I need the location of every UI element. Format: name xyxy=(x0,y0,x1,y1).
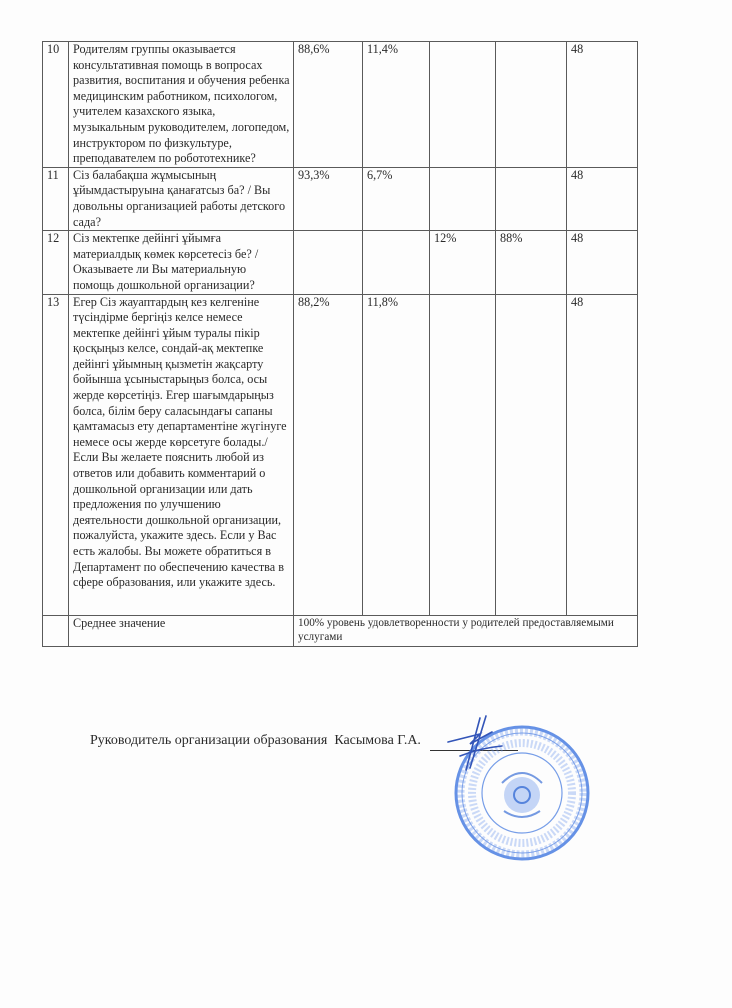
row-number: 12 xyxy=(43,231,69,294)
average-row xyxy=(43,615,638,646)
average-value: 100% уровень удовлетворенности у родителей предоставляемыми услугами xyxy=(294,615,638,646)
cell-col3: 88,6% xyxy=(294,42,363,168)
row-number: 13 xyxy=(43,294,69,615)
row-number: 11 xyxy=(43,167,69,230)
row-number xyxy=(43,615,69,646)
cell-col5 xyxy=(430,294,496,615)
cell-col3 xyxy=(294,231,363,294)
cell-col4: 11,8% xyxy=(363,294,430,615)
question-text: Егер Сіз жауаптардың кез келгеніне түсіндірме бергіңіз келсе немесе мектепке дейінгі ұйым туралы пікір қосқыңыз келсе, сондай-ақ мектепке дейінгі ұйымның қызметін жақсарту бойынша ұсыныстарыңыз болса, осы жерде көрсетіңіз. Егер шағымдарыңыз болса, білім беру саласындағы сапаны қамтамасыз ету департаментіне жүгінуге немесе осы жерде көрсетуге болады./ Если Вы желаете пояснить любой из ответов или добавить комментарий о дошкольной организации или дать предложения по улучшению деятельности дошкольной организации, пожалуйста, укажите здесь. Если у Вас есть жалобы. Вы можете обратиться в Департамент по обеспечению качества в сфере образования, или укажите здесь. xyxy=(69,294,294,615)
cell-col3: 93,3% xyxy=(294,167,363,230)
question-text: Сіз балабақша жұмысының ұйымдастыруына қанағатсыз ба? / Вы довольны организацией работы детского сада? xyxy=(69,167,294,230)
table-row xyxy=(43,231,638,294)
question-text: Родителям группы оказывается консультативная помощь в вопросах развития, воспитания и обучения ребенка медицинским работником, психологом, учителем казахского языка, музыкальным руководителем, логопедом, инструктором по физкультуре, преподавателем по робототехнике? xyxy=(69,42,294,168)
respondent-count: 48 xyxy=(567,42,638,168)
cell-col6 xyxy=(496,167,567,230)
cell-col6 xyxy=(496,294,567,615)
cell-col4: 6,7% xyxy=(363,167,430,230)
question-text: Сіз мектепке дейінгі ұйымға материалдық көмек көрсетесіз бе? / Оказываете ли Вы материальную помощь дошкольной организации? xyxy=(69,231,294,294)
signature-scrawl-icon xyxy=(440,712,520,772)
table-row xyxy=(43,294,638,615)
cell-col4 xyxy=(363,231,430,294)
row-number: 10 xyxy=(43,42,69,168)
table-row xyxy=(43,42,638,168)
cell-col3: 88,2% xyxy=(294,294,363,615)
cell-col5: 12% xyxy=(430,231,496,294)
table-row xyxy=(43,167,638,230)
respondent-count: 48 xyxy=(567,231,638,294)
respondent-count: 48 xyxy=(567,167,638,230)
signature-caption: Руководитель организации образования Касымова Г.А. xyxy=(90,733,421,748)
respondent-count: 48 xyxy=(567,294,638,615)
cell-col6: 88% xyxy=(496,231,567,294)
cell-col6 xyxy=(496,42,567,168)
cell-col4: 11,4% xyxy=(363,42,430,168)
survey-results-table xyxy=(42,41,638,647)
average-label: Среднее значение xyxy=(69,615,294,646)
cell-col5 xyxy=(430,167,496,230)
cell-col5 xyxy=(430,42,496,168)
